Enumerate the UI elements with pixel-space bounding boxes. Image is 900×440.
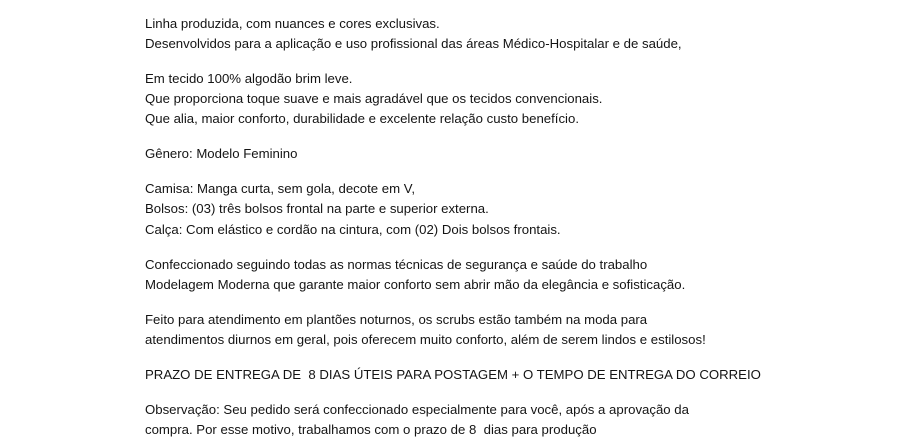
paragraph-fabric [145,69,860,129]
paragraph-composicao [145,179,860,239]
document-body [145,14,860,440]
paragraph-observacao [145,400,860,440]
text-line: Em tecido 100% algodão brim leve. [145,71,353,87]
paragraph-prazo-entrega [145,365,860,385]
text-line: Feito para atendimento em plantões noturnos, os scrubs estão também na moda para [145,311,648,327]
text-line: Calça: Com elástico e cordão na cintura, com (02) Dois bolsos frontais. [145,221,561,237]
paragraph-genero [145,144,860,164]
text-line: Modelagem Moderna que garante maior conforto sem abrir mão da elegância e sofisticação. [145,276,686,292]
text-line: Confeccionado seguindo todas as normas técnicas de segurança e saúde do trabalho [145,256,648,272]
text-line: atendimentos diurnos em geral, pois oferecem muito conforto, além de serem lindos e estilosos! [145,331,706,347]
text-line: Camisa: Manga curta, sem gola, decote em V, [145,181,415,197]
text-line: compra. Por esse motivo, trabalhamos com o prazo de 8 dias para produção [145,421,597,437]
paragraph-uso [145,310,860,350]
text-line: PRAZO DE ENTREGA DE 8 DIAS ÚTEIS PARA POSTAGEM + O TEMPO DE ENTREGA DO CORREIO [145,366,761,382]
text-line: Que proporciona toque suave e mais agradável que os tecidos convencionais. [145,91,603,107]
paragraph-normas [145,255,860,295]
paragraph-intro [145,14,860,54]
text-line: Desenvolvidos para a aplicação e uso profissional das áreas Médico-Hospitalar e de saúde, [145,36,682,52]
text-line: Linha produzida, com nuances e cores exclusivas. [145,16,440,31]
text-line: Gênero: Modelo Feminino [145,146,298,162]
text-line: Que alia, maior conforto, durabilidade e excelente relação custo benefício. [145,111,579,127]
section-spacer [145,350,860,365]
text-line: Observação: Seu pedido será confeccionado especialmente para você, após a aprovação da [145,401,689,417]
text-line: Bolsos: (03) três bolsos frontal na parte e superior externa. [145,201,489,217]
